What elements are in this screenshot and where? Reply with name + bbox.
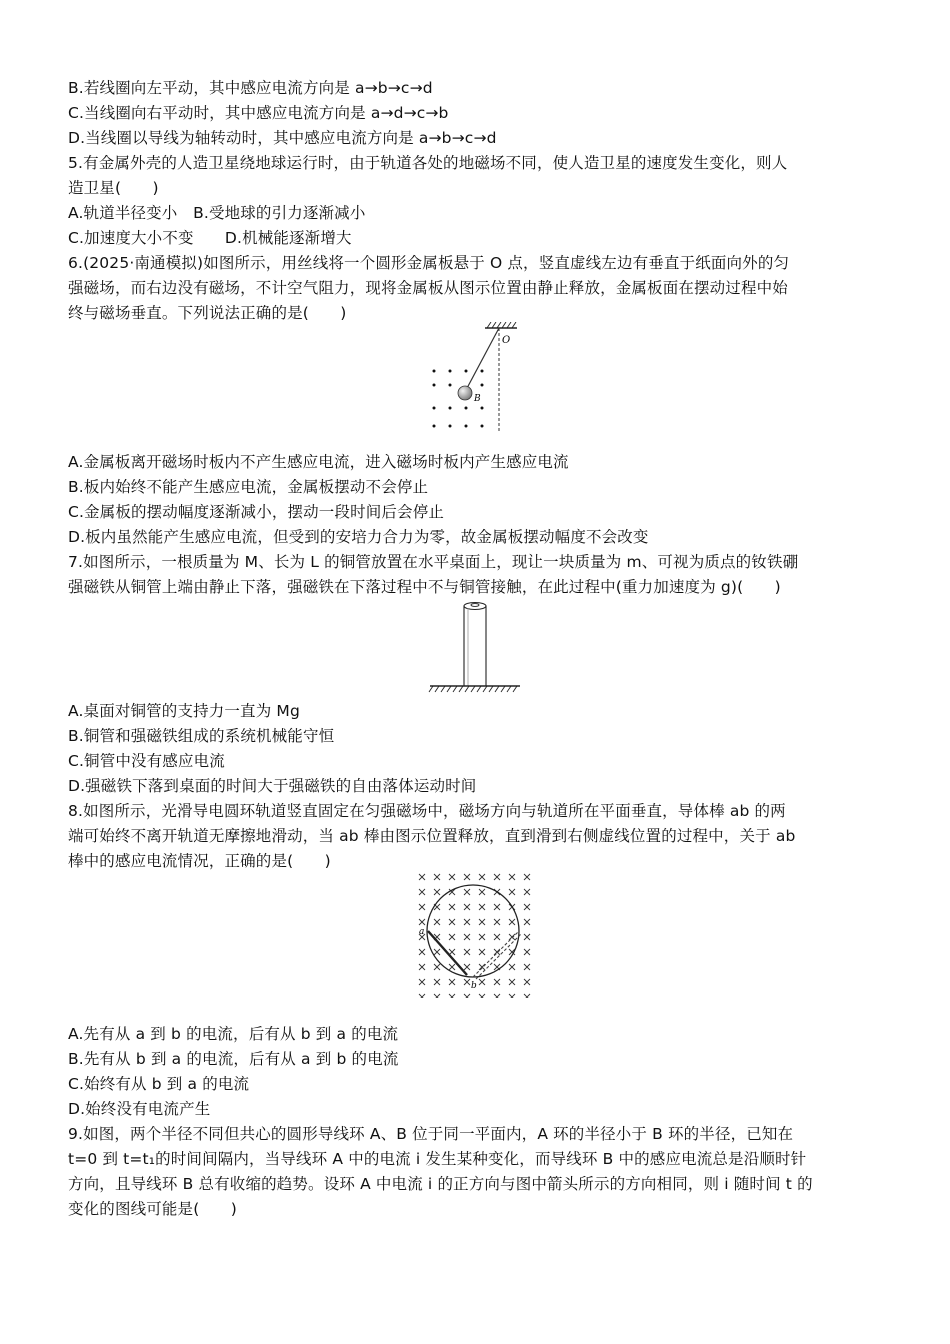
field-cross-mark bbox=[494, 994, 500, 998]
field-cross-mark bbox=[524, 889, 530, 895]
field-cross-mark bbox=[464, 889, 470, 895]
field-cross-mark bbox=[479, 889, 485, 895]
field-cross-mark bbox=[464, 919, 470, 925]
q5-stem-line2: 造卫星( ) bbox=[68, 179, 159, 197]
q9-stem-line4: 变化的图线可能是( ) bbox=[68, 1200, 237, 1218]
q8-stem-line1: 8.如图所示，光滑导电圆环轨道竖直固定在匀强磁场中，磁场方向与轨道所在平面垂直，导体棒 ab 的两 bbox=[68, 802, 786, 820]
field-cross-mark bbox=[449, 919, 455, 925]
field-cross-mark bbox=[524, 949, 530, 955]
q6-option-c: C.金属板的摆动幅度逐渐减小，摆动一段时间后会停止 bbox=[68, 503, 445, 521]
field-cross-mark bbox=[524, 874, 530, 880]
field-cross-mark bbox=[464, 949, 470, 955]
field-cross-mark bbox=[449, 934, 455, 940]
q8-option-d: D.始终没有电流产生 bbox=[68, 1100, 211, 1118]
field-cross-mark bbox=[464, 964, 470, 970]
field-cross-mark bbox=[464, 994, 470, 998]
q8-stem-line2: 端可始终不离开轨道无摩擦地滑动，当 ab 棒由图示位置释放，直到滑到右侧虚线位置的过程中，关于 ab bbox=[68, 827, 796, 845]
field-cross-mark bbox=[434, 949, 440, 955]
field-cross-mark bbox=[479, 949, 485, 955]
field-cross-mark bbox=[419, 994, 425, 998]
q7-option-b: B.铜管和强磁铁组成的系统机械能守恒 bbox=[68, 727, 335, 745]
q7-option-a: A.桌面对铜管的支持力一直为 Mg bbox=[68, 702, 300, 720]
field-cross-mark bbox=[434, 994, 440, 998]
q7-option-c: C.铜管中没有感应电流 bbox=[68, 752, 225, 770]
q8-stem-line3: 棒中的感应电流情况，正确的是( ) bbox=[68, 852, 331, 870]
field-cross-mark bbox=[449, 979, 455, 985]
field-cross-mark bbox=[494, 949, 500, 955]
field-cross-mark bbox=[419, 919, 425, 925]
q7-stem-line2: 强磁铁从铜管上端由静止下落，强磁铁在下落过程中不与铜管接触，在此过程中(重力加速度为 g)( ) bbox=[68, 578, 781, 596]
field-cross-mark bbox=[434, 964, 440, 970]
field-cross-mark bbox=[464, 904, 470, 910]
field-cross-mark bbox=[434, 919, 440, 925]
field-cross-mark bbox=[464, 979, 470, 985]
plate-label: B bbox=[474, 394, 481, 404]
rod-end-b-label: b bbox=[471, 981, 477, 991]
field-cross-mark bbox=[509, 919, 515, 925]
field-cross-mark bbox=[509, 979, 515, 985]
pivot-label: O bbox=[502, 335, 511, 346]
q6-stem-line3: 终与磁场垂直。下列说法正确的是( ) bbox=[68, 304, 347, 322]
copper-tube-figure bbox=[428, 598, 524, 694]
q6-option-a: A.金属板离开磁场时板内不产生感应电流，进入磁场时板内产生感应电流 bbox=[68, 453, 569, 471]
field-cross-mark bbox=[524, 904, 530, 910]
field-cross-mark bbox=[419, 949, 425, 955]
field-cross-mark bbox=[419, 979, 425, 985]
field-cross-mark bbox=[479, 874, 485, 880]
field-cross-mark bbox=[479, 994, 485, 998]
field-cross-mark bbox=[479, 919, 485, 925]
field-cross-mark bbox=[449, 904, 455, 910]
q7-stem-line1: 7.如图所示，一根质量为 M、长为 L 的铜管放置在水平桌面上，现让一块质量为 m、可视为质点的钕铁硼 bbox=[68, 553, 799, 571]
q8-option-c: C.始终有从 b 到 a 的电流 bbox=[68, 1075, 250, 1093]
field-cross-mark bbox=[419, 889, 425, 895]
field-cross-mark bbox=[524, 919, 530, 925]
field-cross-mark bbox=[479, 979, 485, 985]
q7-option-d: D.强磁铁下落到桌面的时间大于强磁铁的自由落体运动时间 bbox=[68, 777, 477, 795]
field-cross-mark bbox=[509, 874, 515, 880]
q5-options-cd: C.加速度大小不变 D.机械能逐渐增大 bbox=[68, 229, 352, 247]
field-cross-mark bbox=[449, 874, 455, 880]
q5-stem-line1: 5.有金属外壳的人造卫星绕地球运行时，由于轨道各处的地磁场不同，使人造卫星的速度发生变化，则人 bbox=[68, 154, 788, 172]
q4-option-c: C.当线圈向右平动时，其中感应电流方向是 a→d→c→b bbox=[68, 104, 449, 122]
q6-option-b: B.板内始终不能产生感应电流，金属板摆动不会停止 bbox=[68, 478, 429, 496]
field-cross-mark bbox=[464, 874, 470, 880]
field-cross-mark bbox=[494, 904, 500, 910]
field-cross-mark bbox=[509, 964, 515, 970]
q6-stem-line2: 强磁场，而右边没有磁场，不计空气阻力，现将金属板从图示位置由静止释放，金属板面在摆动过程中始 bbox=[68, 279, 788, 297]
field-cross-mark bbox=[509, 994, 515, 998]
q9-stem-line2: t=0 到 t=t₁的时间间隔内，当导线环 A 中的电流 i 发生某种变化，而导线环 B 中的感应电流总是沿顺时针 bbox=[68, 1150, 807, 1168]
field-cross-mark bbox=[479, 904, 485, 910]
rod-end-a-label: a bbox=[419, 927, 425, 937]
field-cross-mark bbox=[509, 934, 515, 940]
field-cross-mark bbox=[434, 979, 440, 985]
field-cross-mark bbox=[524, 979, 530, 985]
field-cross-mark bbox=[494, 979, 500, 985]
ring-track-figure bbox=[410, 868, 540, 998]
pendulum-figure bbox=[425, 322, 525, 434]
field-cross-mark bbox=[524, 964, 530, 970]
field-cross-mark bbox=[524, 934, 530, 940]
field-cross-mark bbox=[419, 964, 425, 970]
q6-stem-line1: 6.(2025·南通模拟)如图所示，用丝线将一个圆形金属板悬于 O 点，竖直虚线左边有垂直于纸面向外的匀 bbox=[68, 254, 790, 272]
field-cross-mark bbox=[419, 874, 425, 880]
field-cross-mark bbox=[434, 889, 440, 895]
field-cross-mark bbox=[494, 919, 500, 925]
q4-option-d: D.当线圈以导线为轴转动时，其中感应电流方向是 a→b→c→d bbox=[68, 129, 497, 147]
q4-option-b: B.若线圈向左平动，其中感应电流方向是 a→b→c→d bbox=[68, 79, 433, 97]
field-cross-mark bbox=[449, 964, 455, 970]
field-cross-mark bbox=[479, 934, 485, 940]
field-cross-mark bbox=[464, 934, 470, 940]
field-cross-mark bbox=[434, 874, 440, 880]
field-cross-mark bbox=[494, 934, 500, 940]
field-cross-mark bbox=[524, 994, 530, 998]
q9-stem-line1: 9.如图，两个半径不同但共心的圆形导线环 A、B 位于同一平面内，A 环的半径小于 B 环的半径，已知在 bbox=[68, 1125, 794, 1143]
field-cross-mark bbox=[509, 889, 515, 895]
q8-option-b: B.先有从 b 到 a 的电流，后有从 a 到 b 的电流 bbox=[68, 1050, 399, 1068]
q9-stem-line3: 方向，且导线环 B 总有收缩的趋势。设环 A 中电流 i 的正方向与图中箭头所示的方向相同，则 i 随时间 t 的 bbox=[68, 1175, 813, 1193]
q8-option-a: A.先有从 a 到 b 的电流，后有从 b 到 a 的电流 bbox=[68, 1025, 399, 1043]
field-cross-mark bbox=[479, 964, 485, 970]
field-cross-mark bbox=[449, 994, 455, 998]
field-cross-mark bbox=[494, 874, 500, 880]
field-cross-mark bbox=[419, 904, 425, 910]
q5-options-ab: A.轨道半径变小 B.受地球的引力逐渐减小 bbox=[68, 204, 366, 222]
q6-option-d: D.板内虽然能产生感应电流，但受到的安培力合力为零，故金属板摆动幅度不会改变 bbox=[68, 528, 649, 546]
